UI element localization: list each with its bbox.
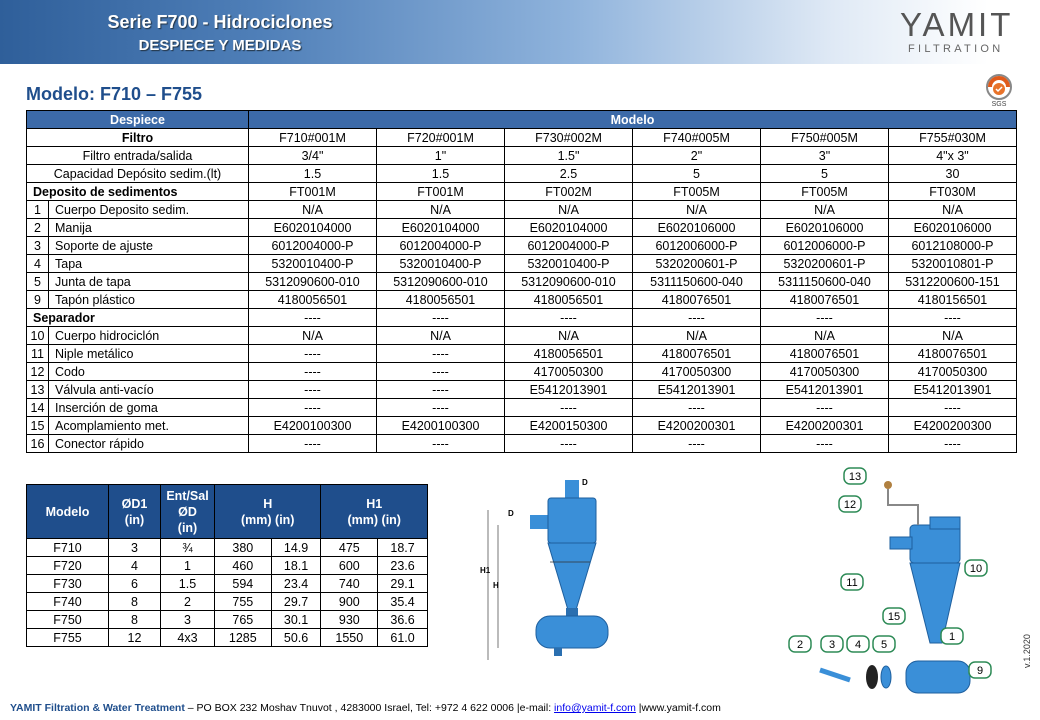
part-label: Tapa — [49, 255, 249, 273]
table-cell: E5412013901 — [889, 381, 1017, 399]
dim-header-cell: H1 (mm) (in) — [321, 485, 428, 539]
table-row — [27, 129, 1017, 147]
table-row — [27, 237, 1017, 255]
parts-table — [26, 110, 1017, 453]
dim-cell: F720 — [27, 557, 109, 575]
table-cell: N/A — [761, 327, 889, 345]
table-row — [27, 147, 1017, 165]
table-cell: E4200200301 — [761, 417, 889, 435]
table-cell: ---- — [889, 435, 1017, 453]
part-number: 15 — [27, 417, 49, 435]
table-cell: 2.5 — [505, 165, 633, 183]
svg-text:11: 11 — [846, 577, 858, 589]
dim-cell: 3 — [109, 539, 161, 557]
table-cell: 4170050300 — [889, 363, 1017, 381]
dim-cell: F740 — [27, 593, 109, 611]
svg-text:H1: H1 — [480, 566, 491, 575]
table-cell: 4180056501 — [505, 291, 633, 309]
table-cell: ---- — [505, 309, 633, 327]
part-callout-13 — [844, 468, 866, 484]
table-row — [27, 255, 1017, 273]
header-despiece: Despiece — [27, 111, 249, 129]
part-callout-9 — [969, 662, 991, 678]
table-cell: ---- — [505, 399, 633, 417]
table-cell: N/A — [505, 201, 633, 219]
part-callout-15 — [883, 608, 905, 624]
dim-cell: 36.6 — [378, 611, 428, 629]
dim-cell: ¾ — [161, 539, 215, 557]
dim-cell: 1.5 — [161, 575, 215, 593]
table-cell: 1.5 — [249, 165, 377, 183]
table-cell: E6020104000 — [505, 219, 633, 237]
part-number: 12 — [27, 363, 49, 381]
logo-tagline: FILTRATION — [908, 43, 1004, 55]
table-cell: N/A — [889, 327, 1017, 345]
table-cell: 5311150600-040 — [761, 273, 889, 291]
dim-cell: 1 — [161, 557, 215, 575]
table-cell: 5320010400-P — [377, 255, 505, 273]
table-cell: ---- — [377, 435, 505, 453]
dim-row — [27, 611, 428, 629]
table-cell: ---- — [377, 381, 505, 399]
table-cell: 5312090600-010 — [377, 273, 505, 291]
dim-cell: 8 — [109, 593, 161, 611]
table-cell: 5312090600-010 — [505, 273, 633, 291]
table-cell: E4200100300 — [249, 417, 377, 435]
svg-text:2: 2 — [796, 639, 804, 651]
yamit-logo — [900, 8, 1030, 58]
table-cell: 5 — [761, 165, 889, 183]
table-cell: 5320010400-P — [249, 255, 377, 273]
svg-text:D: D — [582, 478, 588, 487]
table-cell: 5320010400-P — [505, 255, 633, 273]
part-label: Junta de tapa — [49, 273, 249, 291]
row-label: Filtro — [27, 129, 249, 147]
dim-cell: F750 — [27, 611, 109, 629]
dim-cell: 475 — [321, 539, 378, 557]
table-cell: 5 — [633, 165, 761, 183]
part-label: Cuerpo Deposito sedim. — [49, 201, 249, 219]
dim-row — [27, 593, 428, 611]
part-callout-5 — [873, 636, 895, 652]
table-cell: 5320010801-P — [889, 255, 1017, 273]
dim-row — [27, 575, 428, 593]
part-label: Cuerpo hidrociclón — [49, 327, 249, 345]
part-number: 10 — [27, 327, 49, 345]
table-cell: 1.5 — [377, 165, 505, 183]
svg-text:1: 1 — [948, 631, 956, 643]
footer — [10, 702, 721, 714]
part-number: 4 — [27, 255, 49, 273]
dim-row — [27, 539, 428, 557]
dim-cell: 6 — [109, 575, 161, 593]
part-callout-10 — [965, 560, 987, 576]
table-cell: 4"x 3" — [889, 147, 1017, 165]
header-banner — [0, 0, 1040, 64]
table-cell: ---- — [249, 309, 377, 327]
table-cell: ---- — [889, 399, 1017, 417]
table-row — [27, 381, 1017, 399]
part-number: 16 — [27, 435, 49, 453]
dim-cell: 14.9 — [271, 539, 321, 557]
logo-name: YAMIT — [900, 6, 1014, 43]
table-row — [27, 183, 1017, 201]
dim-cell: 755 — [215, 593, 272, 611]
table-cell: 4170050300 — [761, 363, 889, 381]
table-cell: 5311150600-040 — [633, 273, 761, 291]
table-cell: F750#005M — [761, 129, 889, 147]
dim-cell: 23.6 — [378, 557, 428, 575]
dimensions-table — [26, 484, 428, 647]
table-cell: E5412013901 — [633, 381, 761, 399]
table-cell: ---- — [505, 435, 633, 453]
table-cell: E4200100300 — [377, 417, 505, 435]
table-cell: 30 — [889, 165, 1017, 183]
table-cell: N/A — [633, 327, 761, 345]
svg-text:D: D — [508, 509, 514, 518]
svg-text:9: 9 — [976, 665, 984, 677]
dim-header-cell: Modelo — [27, 485, 109, 539]
svg-text:3: 3 — [828, 639, 836, 651]
table-cell: FT001M — [249, 183, 377, 201]
table-cell: FT002M — [505, 183, 633, 201]
table-row — [27, 291, 1017, 309]
parts-table-header — [27, 111, 1017, 129]
table-cell: ---- — [377, 309, 505, 327]
table-cell: 4180056501 — [505, 345, 633, 363]
dim-cell: F755 — [27, 629, 109, 647]
svg-text:5: 5 — [880, 639, 888, 651]
table-cell: ---- — [633, 399, 761, 417]
dim-cell: 3 — [161, 611, 215, 629]
table-cell: ---- — [761, 435, 889, 453]
table-cell: ---- — [249, 363, 377, 381]
dim-cell: 61.0 — [378, 629, 428, 647]
table-cell: ---- — [249, 381, 377, 399]
part-number: 5 — [27, 273, 49, 291]
part-label: Inserción de goma — [49, 399, 249, 417]
table-cell: 5320200601-P — [761, 255, 889, 273]
part-label: Manija — [49, 219, 249, 237]
table-cell: 6012004000-P — [377, 237, 505, 255]
table-cell: ---- — [377, 363, 505, 381]
part-number: 3 — [27, 237, 49, 255]
table-row — [27, 345, 1017, 363]
table-cell: 2" — [633, 147, 761, 165]
dim-cell: 900 — [321, 593, 378, 611]
table-cell: 4180076501 — [633, 345, 761, 363]
part-number: 14 — [27, 399, 49, 417]
row-label: Capacidad Depósito sedim.(lt) — [27, 165, 249, 183]
dim-row — [27, 629, 428, 647]
table-cell: 4180076501 — [633, 291, 761, 309]
table-cell: ---- — [249, 435, 377, 453]
dim-row — [27, 557, 428, 575]
table-row — [27, 327, 1017, 345]
table-cell: 5312200600-151 — [889, 273, 1017, 291]
part-number: 1 — [27, 201, 49, 219]
table-cell: FT030M — [889, 183, 1017, 201]
part-callout-12 — [839, 496, 861, 512]
dim-cell: 4 — [109, 557, 161, 575]
table-cell: E6020106000 — [761, 219, 889, 237]
row-label: Deposito de sedimentos — [27, 183, 249, 201]
table-cell: F710#001M — [249, 129, 377, 147]
header-subtitle: DESPIECE Y MEDIDAS — [138, 37, 302, 54]
part-number: 11 — [27, 345, 49, 363]
header-title: Serie F700 - Hidrociclones — [107, 12, 333, 32]
table-cell: FT005M — [633, 183, 761, 201]
dim-cell: 29.7 — [271, 593, 321, 611]
table-cell: ---- — [377, 345, 505, 363]
table-cell: N/A — [633, 201, 761, 219]
svg-text:4: 4 — [854, 639, 862, 651]
dim-cell: 1285 — [215, 629, 272, 647]
dim-cell: 1550 — [321, 629, 378, 647]
model-title: Modelo: F710 – F755 — [26, 84, 203, 104]
dim-cell: 35.4 — [378, 593, 428, 611]
footer-web: |www.yamit-f.com — [635, 702, 721, 714]
svg-text:SGS: SGS — [991, 101, 1007, 108]
dimension-diagram — [470, 470, 630, 665]
table-cell: E5412013901 — [505, 381, 633, 399]
version-label: v.1.2020 — [1022, 634, 1032, 668]
dim-cell: 18.1 — [271, 557, 321, 575]
table-cell: E6020106000 — [889, 219, 1017, 237]
table-cell: 3" — [761, 147, 889, 165]
table-cell: ---- — [633, 309, 761, 327]
dim-cell: 23.4 — [271, 575, 321, 593]
table-row — [27, 273, 1017, 291]
table-cell: F755#030M — [889, 129, 1017, 147]
dim-cell: 600 — [321, 557, 378, 575]
dim-cell: 740 — [321, 575, 378, 593]
table-cell: 5312090600-010 — [249, 273, 377, 291]
table-cell: 4180076501 — [761, 291, 889, 309]
table-cell: F740#005M — [633, 129, 761, 147]
table-cell: 4180076501 — [761, 345, 889, 363]
dim-cell: 4x3 — [161, 629, 215, 647]
part-callout-3 — [821, 636, 843, 652]
dim-cell: 12 — [109, 629, 161, 647]
footer-email-link[interactable]: info@yamit-f.com — [554, 702, 636, 714]
dim-cell: F730 — [27, 575, 109, 593]
dim-header-cell: Ent/Sal ØD (in) — [161, 485, 215, 539]
dim-cell: F710 — [27, 539, 109, 557]
table-cell: 4170050300 — [633, 363, 761, 381]
dim-cell: 8 — [109, 611, 161, 629]
svg-text:H: H — [493, 581, 499, 590]
table-cell: 5320200601-P — [633, 255, 761, 273]
dim-cell: 380 — [215, 539, 272, 557]
table-cell: 6012004000-P — [505, 237, 633, 255]
part-label: Válvula anti-vacío — [49, 381, 249, 399]
table-cell: F720#001M — [377, 129, 505, 147]
dim-header-cell: ØD1 (in) — [109, 485, 161, 539]
table-cell: E6020104000 — [377, 219, 505, 237]
svg-text:15: 15 — [887, 611, 901, 623]
row-label: Filtro entrada/salida — [27, 147, 249, 165]
part-number: 2 — [27, 219, 49, 237]
dim-cell: 50.6 — [271, 629, 321, 647]
part-number: 9 — [27, 291, 49, 309]
table-row — [27, 165, 1017, 183]
dim-cell: 460 — [215, 557, 272, 575]
footer-company: YAMIT Filtration & Water Treatment — [10, 702, 185, 714]
table-cell: 6012006000-P — [761, 237, 889, 255]
dim-cell: 930 — [321, 611, 378, 629]
svg-text:13: 13 — [848, 471, 862, 483]
table-cell: E5412013901 — [761, 381, 889, 399]
table-cell: N/A — [761, 201, 889, 219]
part-callout-11 — [841, 574, 863, 590]
part-label: Codo — [49, 363, 249, 381]
table-cell: 6012006000-P — [633, 237, 761, 255]
table-cell: E4200200300 — [889, 417, 1017, 435]
table-cell: ---- — [761, 399, 889, 417]
part-callout-1 — [941, 628, 963, 644]
table-cell: ---- — [249, 345, 377, 363]
table-cell: 6012004000-P — [249, 237, 377, 255]
table-cell: 1" — [377, 147, 505, 165]
table-cell: N/A — [889, 201, 1017, 219]
table-cell: 6012108000-P — [889, 237, 1017, 255]
table-cell: N/A — [377, 327, 505, 345]
table-cell: E4200150300 — [505, 417, 633, 435]
exploded-parts-diagram — [780, 465, 1005, 697]
sgs-badge-icon — [978, 72, 1020, 108]
table-row — [27, 399, 1017, 417]
part-callout-2 — [789, 636, 811, 652]
row-label: Separador — [27, 309, 249, 327]
part-label: Acomplamiento met. — [49, 417, 249, 435]
table-cell: 4180076501 — [889, 345, 1017, 363]
footer-address: – PO BOX 232 Moshav Tnuvot , 4283000 Israel, Tel: +972 4 622 0006 |e-mail: — [184, 702, 555, 714]
table-row — [27, 309, 1017, 327]
table-row — [27, 201, 1017, 219]
dim-cell: 765 — [215, 611, 272, 629]
table-cell: 4170050300 — [505, 363, 633, 381]
table-row — [27, 219, 1017, 237]
part-label: Niple metálico — [49, 345, 249, 363]
table-cell: N/A — [249, 327, 377, 345]
part-label: Soporte de ajuste — [49, 237, 249, 255]
part-number: 13 — [27, 381, 49, 399]
dim-cell: 594 — [215, 575, 272, 593]
dim-cell: 30.1 — [271, 611, 321, 629]
table-cell: E6020106000 — [633, 219, 761, 237]
table-cell: ---- — [761, 309, 889, 327]
table-row — [27, 417, 1017, 435]
table-row — [27, 435, 1017, 453]
table-cell: N/A — [505, 327, 633, 345]
svg-text:10: 10 — [969, 563, 983, 575]
table-cell: 4180056501 — [249, 291, 377, 309]
dim-header-cell: H (mm) (in) — [215, 485, 321, 539]
table-cell: E6020104000 — [249, 219, 377, 237]
dim-cell: 2 — [161, 593, 215, 611]
table-cell: E4200200301 — [633, 417, 761, 435]
table-cell: N/A — [249, 201, 377, 219]
part-callout-4 — [847, 636, 869, 652]
table-cell: ---- — [633, 435, 761, 453]
table-cell: ---- — [889, 309, 1017, 327]
table-cell: N/A — [377, 201, 505, 219]
table-cell: ---- — [249, 399, 377, 417]
table-cell: FT005M — [761, 183, 889, 201]
dim-cell: 29.1 — [378, 575, 428, 593]
table-cell: FT001M — [377, 183, 505, 201]
dimensions-header — [27, 485, 428, 539]
table-cell: 1.5" — [505, 147, 633, 165]
table-cell: 4180056501 — [377, 291, 505, 309]
table-cell: 3/4" — [249, 147, 377, 165]
part-label: Tapón plástico — [49, 291, 249, 309]
part-label: Conector rápido — [49, 435, 249, 453]
header-modelo: Modelo — [249, 111, 1017, 129]
table-row — [27, 363, 1017, 381]
table-cell: F730#002M — [505, 129, 633, 147]
svg-text:12: 12 — [843, 499, 857, 511]
table-cell: ---- — [377, 399, 505, 417]
table-cell: 4180156501 — [889, 291, 1017, 309]
dim-cell: 18.7 — [378, 539, 428, 557]
